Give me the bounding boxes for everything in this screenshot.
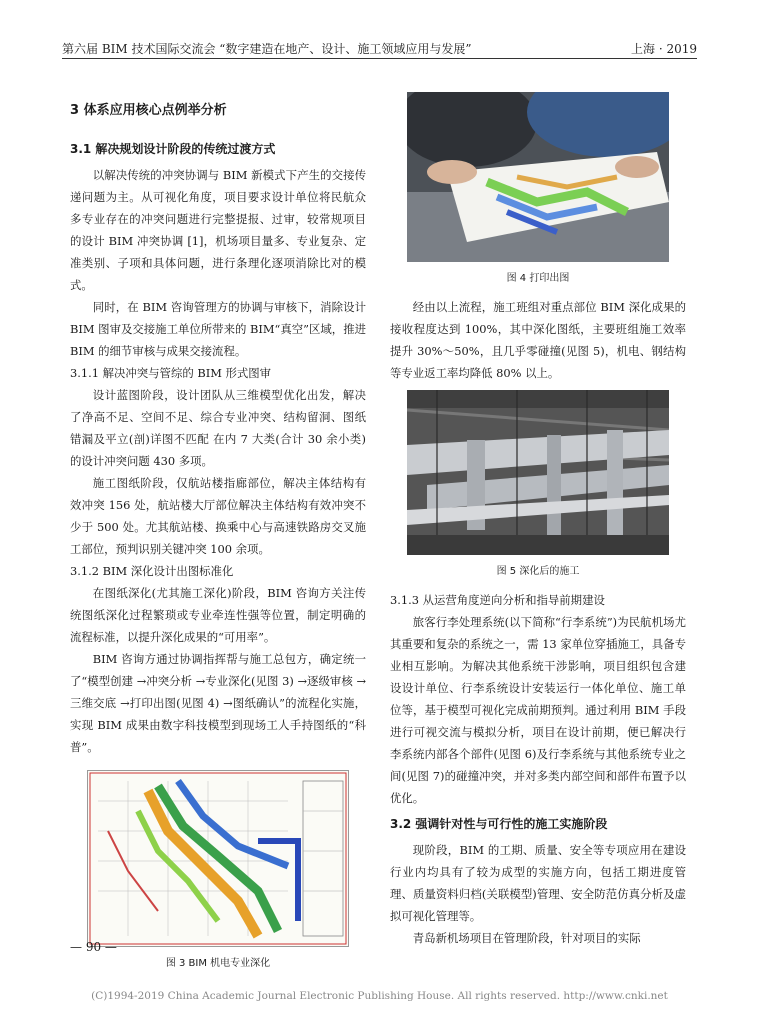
bim-drawing-graphic (88, 771, 348, 946)
paragraph: BIM 咨询方通过协调指挥帮与施工总包方，确定统一了“模型创建 →冲突分析 →专业深化(见图 3) →逐级审核 →三维交底 →打印出图(见图 4) →图纸确认”的流程化实施，实现 BIM 成果由数字科技模型到现场工人手持图纸的“科普”。 (70, 652, 366, 754)
subsection-3-1-2-title: 3.1.2 BIM 深化设计出图标准化 (70, 564, 234, 578)
figure-3-caption: 图 3 BIM 机电专业深化 (165, 958, 271, 969)
subsection-3-1-title: 3.1 解决规划设计阶段的传统过渡方式 (70, 142, 276, 156)
figure-5-caption: 图 5 深化后的施工 (496, 566, 580, 577)
paragraph: 旅客行李处理系统(以下简称“行李系统”)为民航机场尤其重要和复杂的系统之一，需 13 家单位穿插施工，具备专业相互影响。为解决其他系统干涉影响，项目组织包含建设设计单位、行李系统设计安装运行一体化单位、施工单位等，基于模型可视化完成前期预判。通过利用 BIM 手段进行可视交流与模拟分析，项目在设计前期，便已解决行李系统内部各个部件(见图 6)及行李系统与其他系统专业之间(见图 7)的碰撞冲突，并对多类内部空间和部件布置予以优化。 (390, 615, 686, 805)
printed-drawing-photo-graphic (407, 92, 669, 262)
paragraph: 青岛新机场项目在管理阶段，针对项目的实际 (412, 931, 641, 945)
header-left: 第六届 BIM 技术国际交流会 “数字建造在地产、设计、施工领域应用与发展” (62, 42, 472, 56)
right-column (390, 92, 686, 949)
subsection-3-2-title: 3.2 强调针对性与可行性的施工实施阶段 (390, 817, 608, 831)
subsection-3-1-3-title: 3.1.3 从运营角度逆向分析和指导前期建设 (390, 593, 605, 607)
copyright-watermark: (C)1994-2019 China Academic Journal Electronic Publishing House. All rights reserved. http://www.cnki.net (91, 990, 668, 1002)
paragraph: 经由以上流程，施工班组对重点部位 BIM 深化成果的接收程度达到 100%，其中深化图纸，主要班组施工效率提升 30%～50%，且几乎零碰撞(见图 5)，机电、钢结构等专业返工率均降低 80% 以上。 (390, 300, 686, 380)
running-header (62, 28, 697, 59)
figure-5-construction-photo (407, 390, 669, 555)
header-right: 上海 · 2019 (631, 42, 697, 56)
construction-photo-graphic (407, 390, 669, 555)
figure-3-bim-mep-drawing (87, 770, 349, 947)
section-title: 3 体系应用核心点例举分析 (70, 103, 227, 118)
paragraph: 施工图纸阶段，仅航站楼指廊部位，解决主体结构有效冲突 156 处，航站楼大厅部位解决主体结构有效冲突不少于 500 处。尤其航站楼、换乘中心与高速铁路房交叉施工部位，预判识别关键冲突 100 余项。 (70, 476, 366, 556)
paragraph: 以解决传统的冲突协调与 BIM 新模式下产生的交接传递问题为主。从可视化角度，项目要求设计单位将民航众多专业存在的冲突问题进行完整提报、过审，较常规项目的设计 BIM 冲突协调 [1]，机场项目量多、专业复杂、定准类别、子项和具体问题，进行条理化逐项消除比对的模式。 (70, 168, 366, 292)
paragraph: 设计蓝图阶段，设计团队从三维模型优化出发，解决了净高不足、空间不足、综合专业冲突、结构留洞、图纸错漏及平立(剖)详图不匹配 在内 7 大类(合计 30 余小类)的设计冲突问题 430 多项。 (70, 388, 366, 468)
paragraph: 同时，在 BIM 咨询管理方的协调与审核下，消除设计 BIM 图审及交接施工单位所带来的 BIM“真空”区域，推进 BIM 的细节审核与成果交接流程。 (70, 300, 366, 358)
figure-4-caption: 图 4 打印出图 (506, 273, 570, 284)
subsection-3-1-1-title: 3.1.1 解决冲突与管综的 BIM 形式图审 (70, 366, 272, 380)
figure-4-printed-drawing-photo (407, 92, 669, 262)
paragraph: 在图纸深化(尤其施工深化)阶段，BIM 咨询方关注传统图纸深化过程繁琐或专业牵连性强等位置，制定明确的流程标准，以提升深化成果的“可用率”。 (70, 586, 366, 644)
paragraph: 现阶段，BIM 的工期、质量、安全等专项应用在建设行业内均具有了较为成型的实施方向，包括工期进度管理、质量资料归档(关联模型)管理、安全防范仿真分析及虚拟可视化管理等。 (390, 843, 686, 923)
left-column (70, 92, 366, 981)
page-number: — 90 — (70, 940, 117, 954)
